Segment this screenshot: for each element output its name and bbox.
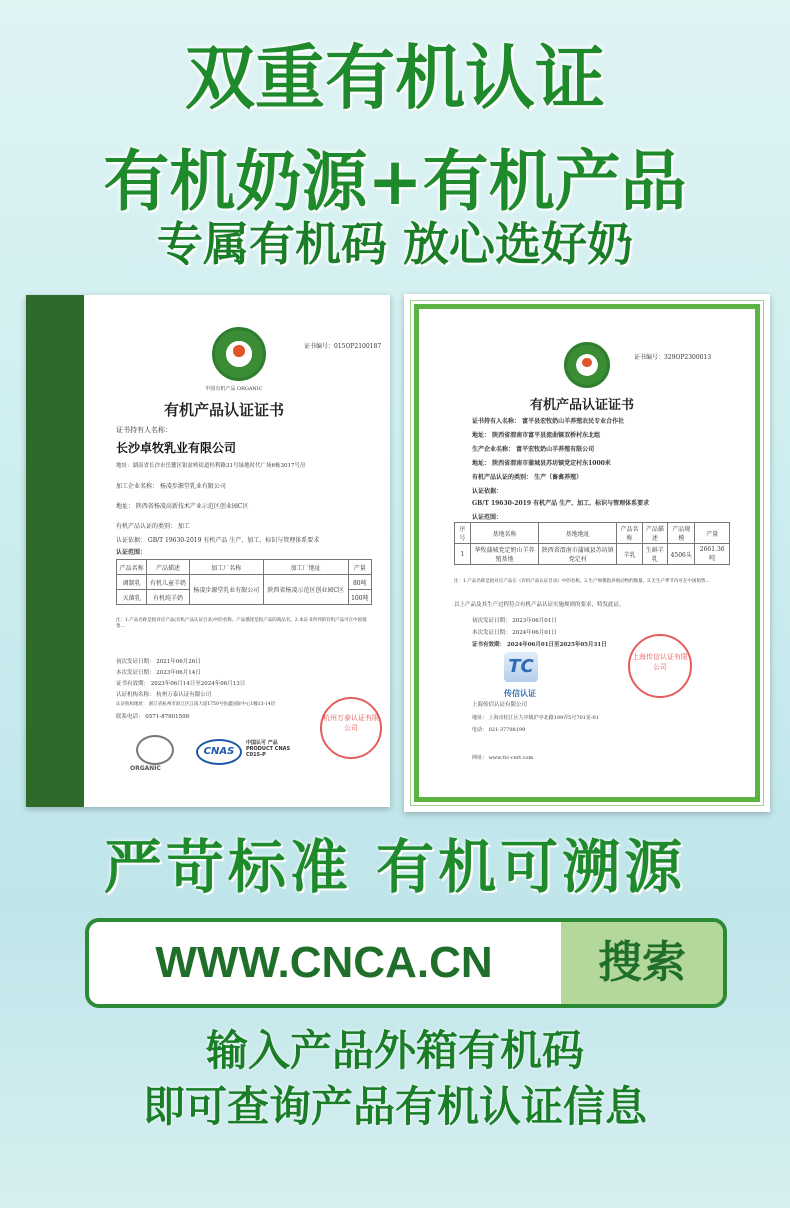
cert-title: 有机产品认证证书 [164, 401, 285, 419]
table-cell: 有机纯羊奶 [147, 590, 190, 605]
statement: 以上产品及其生产过程符合有机产品认证实施规则的要求，特发此证。 [454, 602, 625, 608]
table-header: 产品名称 [117, 560, 147, 575]
table-header: 产品名称 [617, 523, 642, 544]
footer-line-1: 输入产品外箱有机码 [205, 1026, 584, 1075]
cnas-product-mark: 中国认可 产品 PRODUCT CNAS C015-P [246, 740, 291, 758]
table-cell: 2661.36吨 [695, 544, 730, 565]
table-cell: 80吨 [348, 575, 371, 590]
seal-text: 杭州万泰认证有限公司 [323, 714, 379, 732]
headline-slogan: 专属有机码 放心选好奶 [156, 217, 633, 271]
tagline: 严苛标准 有机可溯源 [103, 833, 687, 901]
org-phone: 联系电话： 0571-87901598 [116, 714, 190, 720]
scope-table [116, 559, 372, 605]
org-address: 地址： 上海市松江区九亭镇沪亭北路199弄5号701室-01 [472, 715, 599, 721]
holder-name: 长沙卓牧乳业有限公司 [116, 441, 237, 455]
table-cell: 羊乳 [617, 544, 642, 565]
table-cell: 100吨 [348, 590, 371, 605]
table-cell: 陕西省渭南市蒲城县苏坊镇党定村 [539, 544, 617, 565]
table-cell: 4506头 [668, 544, 695, 565]
table-header: 序号 [455, 523, 471, 544]
organic-logo-icon [212, 327, 266, 381]
table-header: 加工厂地址 [263, 560, 348, 575]
cert-number: 证书编号：329OP2300013 [634, 354, 712, 361]
table-row [455, 544, 730, 565]
org-name: 上海传信认证有限公司 [472, 702, 528, 708]
scope-label: 认证范围： [472, 514, 503, 521]
certificate-right [404, 294, 770, 812]
ttc-logo-icon: TC [504, 652, 538, 682]
org-phone: 电话： 021-37708199 [472, 727, 526, 733]
table-cell: 华牧蒲城党定奶山羊养殖基地 [470, 544, 538, 565]
search-button[interactable]: 搜索 [561, 922, 723, 1004]
table-cell: 有机儿童羊奶 [147, 575, 190, 590]
cnas-logo-icon: CNAS [196, 739, 242, 765]
organic-logo-icon [564, 342, 610, 388]
seal-text: 上海传信认证有限公司 [632, 653, 688, 671]
holder-address: 地址： 陕西省渭南市富平县流曲镇双桥村东北组 [472, 432, 601, 439]
table-notes: 注：1.产品名称是指对应产品(有机产品认证目录)中的名称。产品描述是指产品的商品名。2.本证书所列的有机产品可在中国销售... [116, 618, 367, 629]
table-cell: 生鲜羊乳 [642, 544, 667, 565]
scope-label: 认证范围： [116, 549, 147, 556]
table-header: 加工厂名称 [189, 560, 263, 575]
certificate-paper [84, 295, 390, 807]
cert-title: 有机产品认证证书 [530, 398, 635, 413]
organic-mark-label: ORGANIC [130, 765, 161, 772]
table-cell: 调制乳 [117, 575, 147, 590]
org-brand: 传信认证 [504, 689, 536, 698]
table-header: 产量 [695, 523, 730, 544]
org-website: 网址： www.ttc-cert.com [472, 755, 534, 761]
table-header: 基地名称 [470, 523, 538, 544]
table-cell: 陕西省杨凌示范区创业园C区 [263, 575, 348, 605]
cert-category: 有机产品认证的类别： 生产（畜禽养殖） [472, 474, 583, 481]
date-valid: 证书有效期： 2024年06月01日至2025年05月31日 [472, 642, 607, 648]
producer-name: 生产企业名称： 富平宏牧奶山羊养殖有限公司 [472, 446, 595, 453]
certificate-left [26, 295, 390, 807]
org-address: 认证机构地址： 浙江省杭州市滨江区江南大道1750号恒鑫国际中心1幢13-14层 [116, 702, 276, 707]
cert-number: 证书编号：015OP2100187 [304, 343, 382, 350]
scope-table [454, 522, 730, 565]
table-header: 产品描述 [642, 523, 667, 544]
org-name: 认证机构名称： 杭州万泰认证有限公司 [116, 692, 212, 698]
table-notes: 注：1.产品名称是指对应产品在《有机产品认证目录》中的名称。2.生产规模指养殖动物的数量。3.无生产季节内可在中国销售... [454, 579, 710, 584]
search-bar [85, 918, 727, 1008]
table-header: 基地地址 [539, 523, 617, 544]
table-cell: 灭菌乳 [117, 590, 147, 605]
red-seal-icon [628, 634, 692, 698]
footer-line-2: 即可查询产品有机认证信息 [142, 1082, 647, 1131]
cert-category: 有机产品认证的类别： 加工 [116, 523, 190, 530]
table-row [117, 575, 372, 590]
table-header: 产品规模 [668, 523, 695, 544]
logo-text: 中国有机产品 ORGANIC [205, 386, 263, 392]
date-valid: 证书有效期： 2023年06月14日至2024年06月13日 [116, 681, 246, 687]
date-current: 本次发证日期： 2024年06月01日 [472, 630, 557, 636]
processor-address: 地址： 陕西省杨凌高新技术产业示范区创业园C区 [116, 503, 249, 510]
table-cell: 1 [455, 544, 471, 565]
headline-title: 双重有机认证 [185, 37, 605, 119]
holder-label: 证书持有人名称： [116, 426, 172, 434]
cert-basis: 认证依据： GB/T 19630-2019 有机产品 生产、加工、标识与管理体系要求 [116, 537, 320, 544]
cert-basis: GB/T 19630-2019 有机产品 生产、加工、标识与管理体系要求 [472, 500, 650, 507]
red-seal-icon [320, 697, 382, 759]
date-current: 本次发证日期： 2023年06月14日 [116, 670, 201, 676]
table-header: 产品描述 [147, 560, 190, 575]
date-first: 初次发证日期： 2021年06月26日 [116, 659, 201, 665]
search-url-field[interactable]: WWW.CNCA.CN [155, 938, 493, 987]
certificate-band [26, 295, 84, 807]
holder-name: 证书持有人名称： 富平县宏牧奶山羊养殖农民专业合作社 [472, 418, 625, 425]
processor-name: 加工企业名称： 杨凌步源堂乳业有限公司 [116, 483, 226, 490]
date-first: 初次发证日期： 2023年06月01日 [472, 618, 557, 624]
producer-address: 地址： 陕西省渭南市蒲城县苏坊镇党定村东1000米 [472, 460, 611, 467]
table-cell: 杨凌步源堂乳业有限公司 [189, 575, 263, 605]
organic-mark-icon [136, 735, 174, 765]
headline-subtitle: 有机奶源+有机产品 [103, 143, 687, 220]
basis-label: 认证依据： [472, 488, 503, 495]
table-header: 产量 [348, 560, 371, 575]
holder-address: 地址：湖南省长沙市岳麓区银盆岭街道桂利路31号绿地时代广场6栋3017号房 [116, 463, 306, 469]
